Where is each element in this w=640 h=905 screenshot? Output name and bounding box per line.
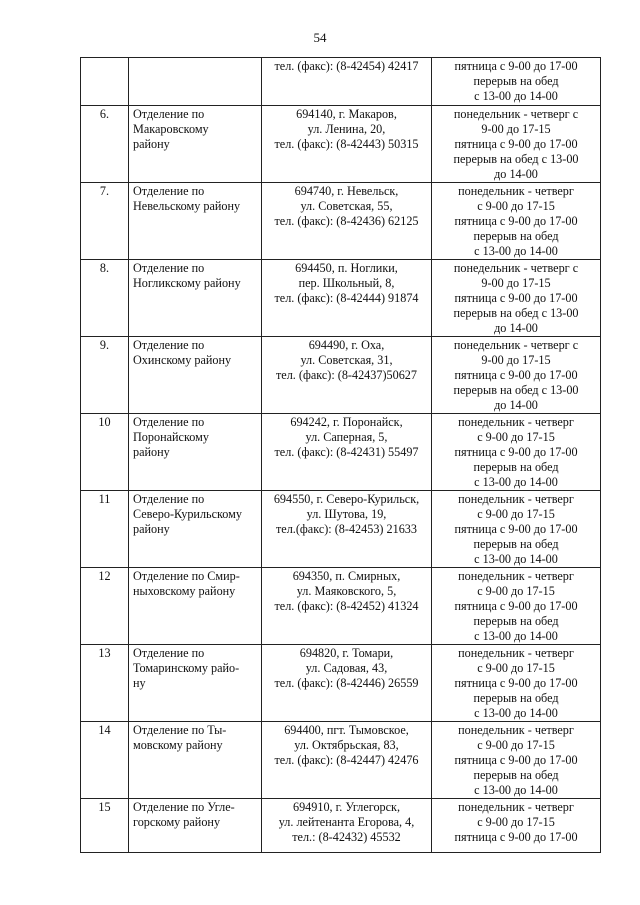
address-line: ул. Ленина, 20,	[307, 122, 386, 136]
hours-line: пятница с 9-00 до 17-00	[454, 753, 578, 767]
department-line: Охинскому району	[133, 353, 232, 367]
department-line: району	[133, 137, 170, 151]
row-number: 8.	[99, 261, 110, 275]
department-cell	[129, 722, 262, 799]
hours-line: перерыв на обед	[473, 614, 559, 628]
hours-line: с 9-00 до 17-15	[477, 430, 555, 444]
department-line: Отделение по	[133, 261, 205, 275]
row-number-cell	[81, 183, 129, 260]
address-line: ул. Октябрьская, 83,	[294, 738, 399, 752]
address-line: тел. (факс): (8-42446) 26559	[274, 676, 419, 690]
address-cell	[262, 183, 432, 260]
hours-cell	[432, 414, 601, 491]
row-number: 10	[98, 415, 111, 429]
address-cell	[262, 491, 432, 568]
hours-line: понедельник - четверг с	[453, 338, 579, 352]
row-number-cell	[81, 799, 129, 853]
address-cell	[262, 260, 432, 337]
hours-line: пятница с 9-00 до 17-00	[454, 368, 578, 382]
hours-line: перерыв на обед с 13-00	[453, 383, 579, 397]
address-line: тел. (факс): (8-42431) 55497	[274, 445, 419, 459]
hours-line: до 14-00	[494, 321, 538, 335]
page-number: 54	[313, 30, 327, 45]
address-line: ул. Шутова, 19,	[306, 507, 387, 521]
table-row	[81, 337, 601, 414]
department-cell	[129, 260, 262, 337]
departments-table-body	[81, 58, 601, 853]
hours-line: с 9-00 до 17-15	[477, 507, 555, 521]
department-line: Отделение по	[133, 338, 205, 352]
table-row	[81, 799, 601, 853]
address-line: ул. Маяковского, 5,	[296, 584, 397, 598]
hours-line: с 13-00 до 14-00	[474, 629, 558, 643]
department-line: Поронайскому	[133, 430, 209, 444]
table-row	[81, 568, 601, 645]
hours-line: понедельник - четверг	[458, 569, 574, 583]
hours-line: с 13-00 до 14-00	[474, 552, 558, 566]
hours-line: перерыв на обед	[473, 460, 559, 474]
hours-line: пятница с 9-00 до 17-00	[454, 830, 578, 844]
department-cell	[129, 58, 262, 106]
table-row	[81, 645, 601, 722]
department-line: Отделение по	[133, 415, 205, 429]
address-cell	[262, 645, 432, 722]
department-line: району	[133, 445, 170, 459]
table-row	[81, 183, 601, 260]
address-cell	[262, 799, 432, 853]
table-row	[81, 491, 601, 568]
table-row	[81, 414, 601, 491]
address-line: тел. (факс): (8-42452) 41324	[274, 599, 419, 613]
hours-cell	[432, 337, 601, 414]
address-line: 694490, г. Оха,	[308, 338, 385, 352]
department-line: Северо-Курильскому	[133, 507, 242, 521]
row-number-cell	[81, 337, 129, 414]
department-cell	[129, 106, 262, 183]
address-cell	[262, 337, 432, 414]
address-line: 694550, г. Северо-Курильск,	[273, 492, 420, 506]
address-line: пер. Школьный, 8,	[298, 276, 395, 290]
address-line: тел. (факс): (8-42437)50627	[275, 368, 417, 382]
hours-line: перерыв на обед с 13-00	[453, 306, 579, 320]
hours-line: до 14-00	[494, 167, 538, 181]
hours-cell	[432, 491, 601, 568]
address-cell	[262, 568, 432, 645]
row-number: 9.	[99, 338, 110, 352]
hours-line: с 13-00 до 14-00	[474, 244, 558, 258]
department-cell	[129, 645, 262, 722]
address-line: тел. (факс): (8-42447) 42476	[274, 753, 419, 767]
department-cell	[129, 568, 262, 645]
address-line: тел. (факс): (8-42454) 42417	[274, 59, 419, 73]
hours-line: пятница с 9-00 до 17-00	[454, 676, 578, 690]
address-cell	[262, 58, 432, 106]
hours-cell	[432, 106, 601, 183]
address-line: ул. Саперная, 5,	[305, 430, 388, 444]
table-row	[81, 106, 601, 183]
address-line: 694242, г. Поронайск,	[290, 415, 403, 429]
department-line: Отделение по	[133, 492, 205, 506]
row-number: 14	[98, 723, 111, 737]
hours-line: перерыв на обед	[473, 537, 559, 551]
department-line: Макаровскому	[133, 122, 209, 136]
hours-line: перерыв на обед	[473, 74, 559, 88]
address-cell	[262, 414, 432, 491]
address-line: тел.: (8-42432) 45532	[292, 830, 401, 844]
row-number-cell	[81, 106, 129, 183]
hours-line: пятница с 9-00 до 17-00	[454, 599, 578, 613]
hours-cell	[432, 183, 601, 260]
row-number: 7.	[99, 184, 110, 198]
department-cell	[129, 337, 262, 414]
hours-line: перерыв на обед с 13-00	[453, 152, 579, 166]
table-row	[81, 58, 601, 106]
table-row	[81, 260, 601, 337]
hours-line: до 14-00	[494, 398, 538, 412]
department-line: Отделение по Ты-	[133, 723, 227, 737]
hours-cell	[432, 568, 601, 645]
address-line: тел. (факс): (8-42436) 62125	[274, 214, 419, 228]
hours-line: перерыв на обед	[473, 691, 559, 705]
address-cell	[262, 106, 432, 183]
department-line: Невельскому району	[133, 199, 241, 213]
address-line: 694450, п. Ноглики,	[295, 261, 398, 275]
address-line: 694400, пгт. Тымовское,	[284, 723, 409, 737]
row-number: 12	[98, 569, 111, 583]
hours-line: с 9-00 до 17-15	[477, 199, 555, 213]
hours-line: 9-00 до 17-15	[481, 276, 551, 290]
hours-line: с 13-00 до 14-00	[474, 89, 558, 103]
hours-line: понедельник - четверг	[458, 415, 574, 429]
department-cell	[129, 491, 262, 568]
address-line: ул. Советская, 55,	[300, 199, 393, 213]
row-number: 6.	[99, 107, 110, 121]
hours-line: перерыв на обед	[473, 229, 559, 243]
hours-line: с 13-00 до 14-00	[474, 783, 558, 797]
hours-line: понедельник - четверг	[458, 492, 574, 506]
department-line: району	[133, 522, 170, 536]
row-number-cell	[81, 491, 129, 568]
hours-line: с 9-00 до 17-15	[477, 661, 555, 675]
row-number: 13	[98, 646, 111, 660]
address-line: 694140, г. Макаров,	[296, 107, 397, 121]
address-line: тел. (факс): (8-42443) 50315	[274, 137, 419, 151]
hours-line: с 13-00 до 14-00	[474, 475, 558, 489]
row-number-cell	[81, 414, 129, 491]
department-line: Отделение по Смир-	[133, 569, 240, 583]
hours-cell	[432, 58, 601, 106]
address-cell	[262, 722, 432, 799]
row-number-cell	[81, 722, 129, 799]
address-line: 694820, г. Томари,	[299, 646, 394, 660]
hours-line: с 13-00 до 14-00	[474, 706, 558, 720]
hours-line: понедельник - четверг с	[453, 261, 579, 275]
hours-line: понедельник - четверг	[458, 646, 574, 660]
address-line: ул. лейтенанта Егорова, 4,	[278, 815, 415, 829]
address-line: тел. (факс): (8-42444) 91874	[274, 291, 419, 305]
hours-line: пятница с 9-00 до 17-00	[454, 214, 578, 228]
row-number-cell	[81, 645, 129, 722]
address-line: 694740, г. Невельск,	[294, 184, 399, 198]
hours-line: с 9-00 до 17-15	[477, 738, 555, 752]
hours-line: 9-00 до 17-15	[481, 353, 551, 367]
address-line: 694350, п. Смирных,	[292, 569, 401, 583]
department-line: Томаринскому райо-	[133, 661, 240, 675]
department-line: ныховскому району	[133, 584, 236, 598]
hours-line: понедельник - четверг	[458, 723, 574, 737]
address-line: 694910, г. Углегорск,	[292, 800, 401, 814]
department-line: Отделение по	[133, 184, 205, 198]
department-line: мовскому району	[133, 738, 223, 752]
department-cell	[129, 183, 262, 260]
hours-line: пятница с 9-00 до 17-00	[454, 291, 578, 305]
hours-cell	[432, 799, 601, 853]
hours-line: пятница с 9-00 до 17-00	[454, 522, 578, 536]
department-cell	[129, 414, 262, 491]
hours-cell	[432, 722, 601, 799]
department-line: Отделение по	[133, 107, 205, 121]
hours-line: 9-00 до 17-15	[481, 122, 551, 136]
hours-cell	[432, 645, 601, 722]
departments-table	[80, 57, 601, 853]
hours-line: с 9-00 до 17-15	[477, 815, 555, 829]
address-line: ул. Советская, 31,	[300, 353, 393, 367]
row-number-cell	[81, 260, 129, 337]
hours-line: с 9-00 до 17-15	[477, 584, 555, 598]
hours-line: понедельник - четверг	[458, 184, 574, 198]
row-number-cell	[81, 58, 129, 106]
department-line: горскому району	[133, 815, 221, 829]
hours-cell	[432, 260, 601, 337]
row-number: 15	[98, 800, 111, 814]
department-line: Отделение по Угле-	[133, 800, 235, 814]
address-line: тел.(факс): (8-42453) 21633	[275, 522, 417, 536]
department-line: Ногликскому району	[133, 276, 241, 290]
hours-line: пятница с 9-00 до 17-00	[454, 445, 578, 459]
hours-line: понедельник - четверг с	[453, 107, 579, 121]
row-number-cell	[81, 568, 129, 645]
address-line: ул. Садовая, 43,	[305, 661, 388, 675]
hours-line: пятница с 9-00 до 17-00	[454, 137, 578, 151]
row-number: 11	[98, 492, 111, 506]
table-row	[81, 722, 601, 799]
hours-line: перерыв на обед	[473, 768, 559, 782]
department-line: Отделение по	[133, 646, 205, 660]
hours-line: пятница с 9-00 до 17-00	[454, 59, 578, 73]
department-line: ну	[133, 676, 146, 690]
department-cell	[129, 799, 262, 853]
hours-line: понедельник - четверг	[458, 800, 574, 814]
